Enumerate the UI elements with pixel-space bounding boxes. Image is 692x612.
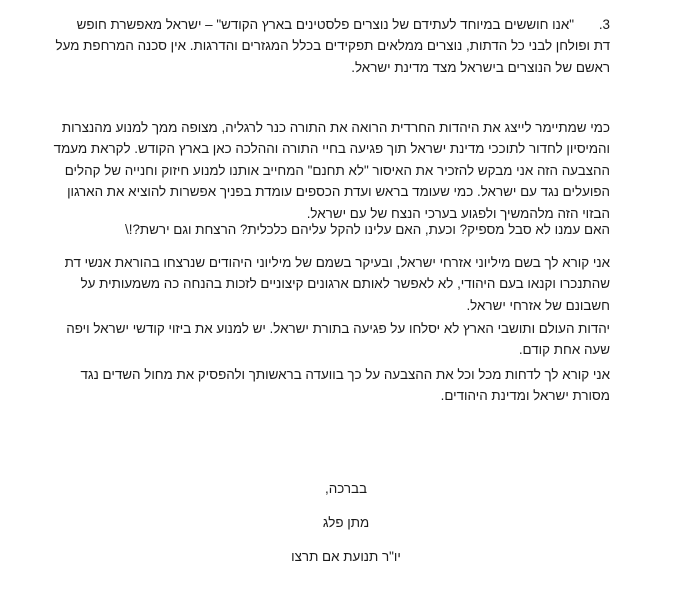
- item-3-line-2: דת ופולחן לבני כל הדתות, נוצרים ממלאים תפקידים בכלל המגזרים והדרגות. אין סכנה המרחפת מעל: [55, 38, 610, 54]
- paragraph-line: מסורת ישראל ומדינת היהודים.: [440, 388, 610, 404]
- paragraph-line: חשבונם של אזרחי ישראל.: [466, 297, 610, 313]
- paragraph-line: אני קורא לך בשם מיליוני אזרחי ישראל, ובעיקר בשמם של מיליוני היהודים שנרצחו בהוראת אנשי דת: [64, 255, 610, 270]
- item-number: 3.: [598, 17, 610, 32]
- paragraph-line: שעה אחת קודם.: [518, 342, 610, 358]
- paragraph-line: שהתנכרו וקנאו בעם היהודי, לא לאפשר לאותם ארגונים קיצוניים לזכות בהנחה כה משמעותית על: [80, 276, 610, 292]
- paragraph-line: יהדות העולם ותושבי הארץ לא יסלחו על פגיעה בתורת ישראל. יש למנוע את ביזוי קודשי ישראל ויפה: [66, 321, 610, 336]
- item-3-line-3: ראשם של הנוצרים בישראל מצד מדינת ישראל.: [351, 59, 610, 75]
- paragraph-line: הבזוי הזה מלהמשיך ולפגוע בערכי הנצח של עם ישראל.: [306, 205, 610, 221]
- paragraph-line: אני קורא לך לדחות מכל וכל את ההצבעה על כך בוועדה בראשותך ולהפסיק את מחול השדים נגד: [80, 367, 610, 382]
- item-3-line-1: 3."אנו חוששים במיוחד לעתידם של נוצרים פלסטינים בארץ הקודש" – ישראל מאפשרת חופש: [56, 14, 611, 35]
- paragraph-line: האם עמנו לא סבל מספיק? וכעת, האם עלינו להקל עליהם כלכלית? הרצחת וגם ירשת?!\: [125, 222, 610, 237]
- paragraph-world-jewry: [66, 318, 610, 361]
- paragraph-line: כמי שמתיימר לייצג את היהדות החרדית הרואה את התורה כנר לרגליה, מצופה ממך למנוע מהנצרות: [61, 120, 610, 135]
- paragraph-line: הפועלים נגד עם ישראל. כמי שעומד בראש ועדת הכספים עומדת בפניך אפשרות להוציא את הארגון: [67, 184, 610, 200]
- paragraph-call-to-reject: [81, 364, 610, 407]
- paragraph-line: ההצבעה הזה אני מבקש להזכיר את האיסור "לא תחנם" המחייב אותנו למנוע חיזוק וחנייה של קהלים: [64, 162, 610, 178]
- signature-name: מתן פלג: [322, 515, 370, 530]
- paragraph-appeal-citizens: [65, 252, 610, 316]
- paragraph-line: והמיסיון לחדור לתוככי מדינת ישראל תוך פגיעה בחיי התורה וההלכה כאן בארץ הקודש. לקראת מעמד: [53, 141, 610, 157]
- signature-closing: בברכה,: [324, 481, 367, 496]
- numbered-item-3: [56, 14, 611, 78]
- paragraph-question: [125, 219, 610, 240]
- paragraph-torah-mission: [54, 117, 610, 224]
- signature-title: יו"ר תנועת אם תרצו: [291, 549, 401, 564]
